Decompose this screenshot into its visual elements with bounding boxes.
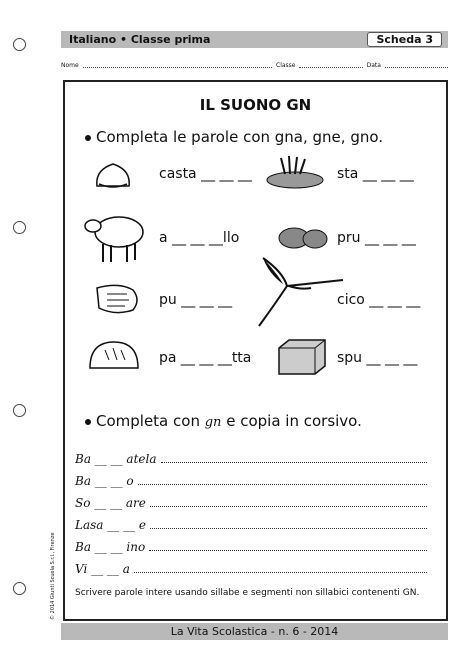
sponge-icon	[275, 336, 329, 376]
exercise1-instruction-text: Completa le parole con gna, gne, gno.	[96, 128, 384, 146]
plums-icon	[277, 224, 329, 252]
gn-cursive: gn	[204, 415, 222, 430]
copy-row-label: Ba __ __ o	[75, 474, 134, 488]
student-info-line	[61, 62, 448, 69]
bullet-icon	[85, 135, 91, 141]
word-item[interactable]: spu __ __ __	[337, 350, 418, 366]
word-item[interactable]: sta __ __ __	[337, 166, 414, 182]
date-label: Data	[366, 62, 381, 69]
copy-row-label: Vi __ __ a	[75, 562, 130, 576]
copy-row-label: Lasa __ __ e	[75, 518, 146, 532]
copy-row[interactable]	[75, 562, 427, 576]
copy-row-line[interactable]	[149, 549, 427, 551]
subject-label: Italiano • Classe prima	[69, 33, 211, 46]
copy-row-line[interactable]	[150, 527, 427, 529]
exercise1-instruction	[85, 128, 383, 146]
date-field[interactable]	[385, 62, 448, 68]
copy-row-line[interactable]	[134, 571, 427, 573]
binder-hole	[13, 221, 26, 234]
teacher-note: Scrivere parole intere usando sillabe e segmenti non sillabici contenenti GN.	[75, 588, 420, 598]
pond-icon	[263, 154, 327, 190]
word-item[interactable]: casta __ __ __	[159, 166, 252, 182]
copy-row[interactable]	[75, 540, 427, 554]
copy-row-label: Ba __ __ atela	[75, 452, 157, 466]
name-label: Nome	[61, 62, 79, 69]
binder-hole	[13, 404, 26, 417]
copy-row-line[interactable]	[161, 461, 428, 463]
name-field[interactable]	[83, 62, 272, 68]
bread-icon	[87, 338, 141, 372]
copy-row-label: Ba __ __ ino	[75, 540, 146, 554]
sheet-badge: Scheda 3	[367, 32, 442, 47]
header-bar	[61, 31, 448, 48]
binder-hole	[13, 38, 26, 51]
copy-row[interactable]	[75, 474, 427, 488]
exercise2-instruction	[85, 412, 362, 430]
binder-hole	[13, 582, 26, 595]
fist-icon	[93, 282, 143, 316]
worksheet-title: IL SUONO GN	[199, 96, 312, 114]
class-label: Classe	[276, 62, 296, 69]
word-item[interactable]: pu __ __ __	[159, 292, 233, 308]
copy-row-line[interactable]	[150, 505, 427, 507]
class-field[interactable]	[299, 62, 362, 68]
copy-row[interactable]	[75, 518, 427, 532]
chestnut-icon	[93, 160, 135, 192]
worksheet-frame	[63, 80, 448, 621]
copyright: © 2014 Giunti Scuola S.r.l., Firenze	[50, 532, 56, 620]
exercise2-text-before: Completa con	[96, 412, 200, 430]
sheep-icon	[83, 210, 149, 266]
word-item[interactable]: cico __ __ __	[337, 292, 421, 308]
bullet-icon	[85, 419, 91, 425]
copy-row-label: So __ __ are	[75, 496, 146, 510]
exercise2-text-after: e copia in corsivo.	[226, 412, 362, 430]
word-item[interactable]: pru __ __ __	[337, 230, 416, 246]
word-item[interactable]: pa __ __ __tta	[159, 350, 252, 366]
copy-row[interactable]	[75, 496, 427, 510]
footer-bar: La Vita Scolastica - n. 6 - 2014	[61, 623, 448, 640]
copy-row[interactable]	[75, 452, 427, 466]
word-item[interactable]: a __ __ __llo	[159, 230, 240, 246]
copy-row-line[interactable]	[138, 483, 427, 485]
